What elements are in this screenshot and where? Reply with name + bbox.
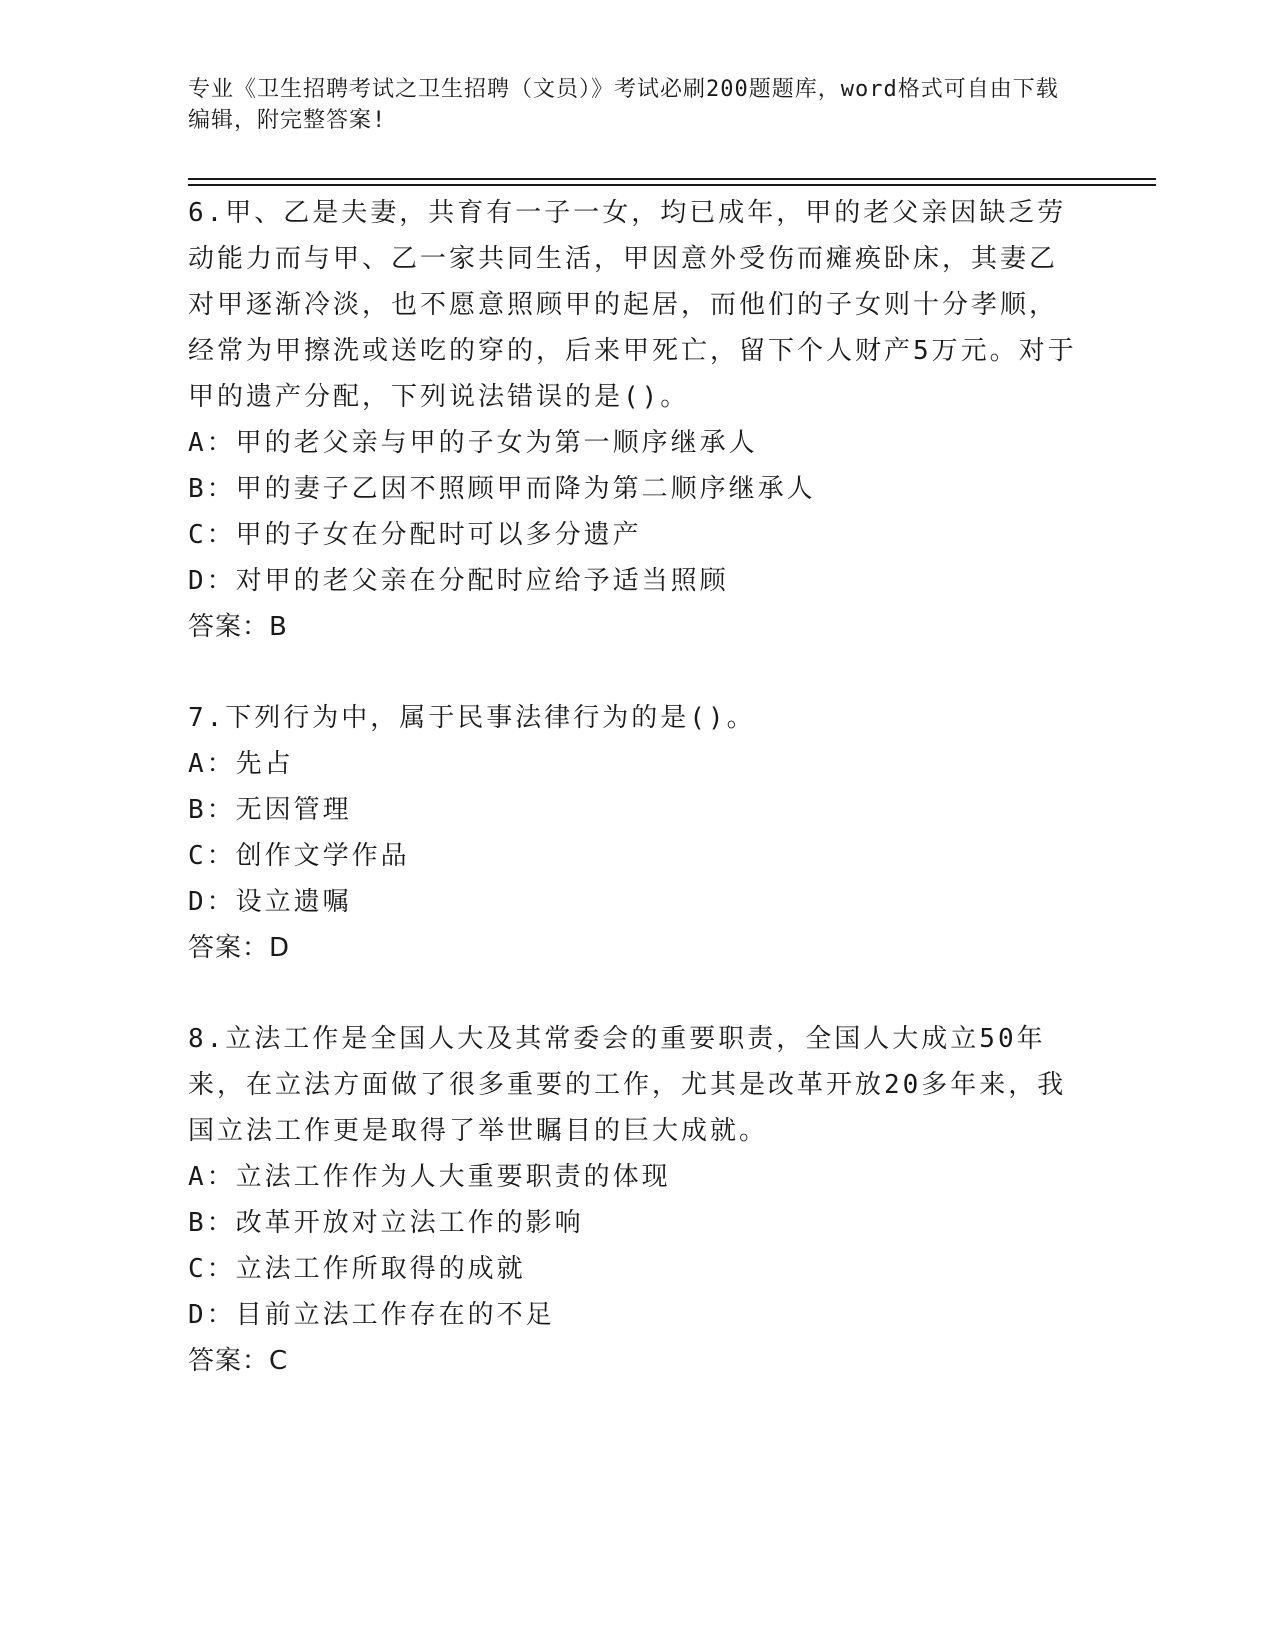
- answer: 答案：D: [188, 933, 291, 963]
- question-7: [188, 695, 1078, 971]
- question-6: [188, 190, 1078, 650]
- option-a: A：甲的老父亲与甲的子女为第一顺序继承人: [188, 428, 758, 458]
- answer: 答案：C: [188, 1346, 289, 1376]
- header-divider-top: [188, 178, 1156, 180]
- option-b: B：甲的妻子乙因不照顾甲而降为第二顺序继承人: [188, 474, 816, 504]
- option-a: A：立法工作作为人大重要职责的体现: [188, 1162, 671, 1192]
- option-a: A：先占: [188, 749, 294, 779]
- question-8: [188, 1016, 1078, 1384]
- question-text: 6.甲、乙是夫妻，共育有一子一女，均已成年，甲的老父亲因缺乏劳动能力而与甲、乙一家共同生活，甲因意外受伤而瘫痪卧床，其妻乙对甲逐渐冷淡，也不愿意照顾甲的起居，而他们的子女则十分孝顺，经常为甲擦洗或送吃的穿的，后来甲死亡，留下个人财产5万元。对于甲的遗产分配，下列说法错误的是()。: [188, 198, 1077, 412]
- document-header: 专业《卫生招聘考试之卫生招聘（文员）》考试必刷200题题库，word格式可自由下载编辑，附完整答案!: [188, 77, 1059, 133]
- option-d: D：目前立法工作存在的不足: [188, 1300, 555, 1330]
- option-c: C：创作文学作品: [188, 841, 410, 871]
- answer: 答案：B: [188, 612, 288, 642]
- option-b: B：改革开放对立法工作的影响: [188, 1208, 584, 1238]
- question-text: 8.立法工作是全国人大及其常委会的重要职责，全国人大成立50年来，在立法方面做了很多重要的工作，尤其是改革开放20多年来，我国立法工作更是取得了举世瞩目的巨大成就。: [188, 1024, 1067, 1146]
- question-list: [188, 190, 1078, 1429]
- option-c: C：甲的子女在分配时可以多分遗产: [188, 520, 642, 550]
- header-divider-bottom: [188, 184, 1156, 186]
- option-d: D：设立遗嘱: [188, 887, 352, 917]
- question-text: 7.下列行为中，属于民事法律行为的是()。: [188, 703, 756, 733]
- option-c: C：立法工作所取得的成就: [188, 1254, 526, 1284]
- option-b: B：无因管理: [188, 795, 352, 825]
- option-d: D：对甲的老父亲在分配时应给予适当照顾: [188, 566, 729, 596]
